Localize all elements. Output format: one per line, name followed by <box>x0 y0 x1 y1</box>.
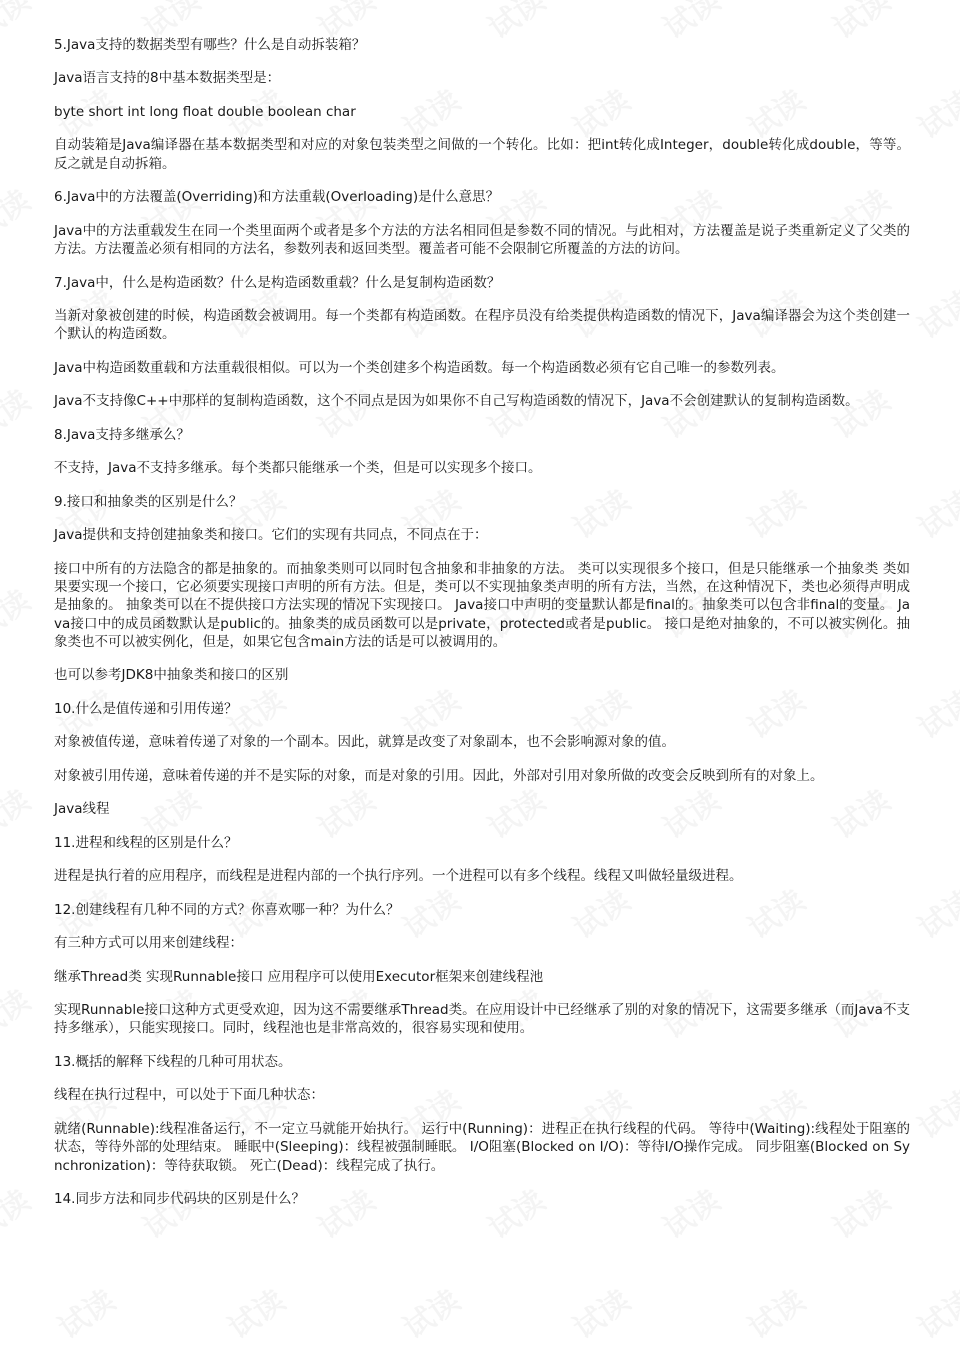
answer-paragraph: 有三种方式可以用来创建线程： <box>54 935 243 952</box>
question-heading: 5.Java支持的数据类型有哪些？什么是自动拆装箱？ <box>54 37 366 53</box>
watermark-text <box>0 577 37 647</box>
question-heading: 12.创建线程有几种不同的方式？你喜欢哪一种？为什么？ <box>54 901 400 918</box>
question-heading: 13.概括的解释下线程的几种可用状态。 <box>54 1053 292 1070</box>
answer-paragraph: Java提供和支持创建抽象类和接口。它们的实现有共同点，不同点在于： <box>54 527 488 544</box>
answer-paragraph: 接口中所有的方法隐含的都是抽象的。而抽象类则可以同时包含抽象和非抽象的方法。 类可以实现很多个接口，但是只能继承一个抽象类 类如果要实现一个接口，它必须要实现接口声明的所有方法。但是，类可以不实现抽象类声明的所有方法，当然，在这种情况下，类也必须得声明成是抽象的。 抽象类可以在不提供接口方法实现的情况下实现接口。 Java接口中声明的变量默认都是final的。抽象类可以包含非final的变量。 Java接口中的成员函数默认是public的。抽象类的成员函数可以是private，protected或者是public。 接口是绝对抽象的，不可以被实例化。抽象类也不可以被实例化，但是，如果它包含main方法的话是可以被调用的。 <box>54 560 910 650</box>
watermark-text <box>908 1277 960 1347</box>
answer-paragraph: Java中的方法重载发生在同一个类里面两个或者是多个方法的方法名相同但是参数不同的情况。与此相对，方法覆盖是说子类重新定义了父类的方法。方法覆盖必须有相同的方法名，参数列表和返回类型。覆盖者可能不会限制它所覆盖的方法的访问。 <box>54 222 910 258</box>
watermark-text <box>908 877 960 947</box>
watermark-text <box>908 677 960 747</box>
answer-paragraph: 不支持，Java不支持多继承。每个类都只能继承一个类，但是可以实现多个接口。 <box>54 460 542 477</box>
section-heading: Java线程 <box>54 801 110 818</box>
watermark-text <box>908 477 960 547</box>
question-heading: 14.同步方法和同步代码块的区别是什么？ <box>54 1191 305 1208</box>
answer-paragraph: byte short int long float double boolean char <box>54 103 356 120</box>
watermark-text <box>393 1277 467 1347</box>
answer-paragraph: 对象被引用传递，意味着传递的并不是实际的对象，而是对象的引用。因此，外部对引用对象所做的改变会反映到所有的对象上。 <box>54 767 824 784</box>
question-heading: 7.Java中，什么是构造函数？什么是构造函数重载？什么是复制构造函数？ <box>54 274 501 291</box>
watermark-text <box>218 1277 292 1347</box>
answer-paragraph: Java中构造函数重载和方法重载很相似。可以为一个类创建多个构造函数。每一个构造函数必须有它自己唯一的参数列表。 <box>54 359 785 376</box>
question-heading: 8.Java支持多继承么？ <box>54 426 190 443</box>
watermark-text <box>0 977 37 1047</box>
answer-paragraph: Java不支持像C++中那样的复制构造函数，这个不同点是因为如果你不自己写构造函数的情况下，Java不会创建默认的复制构造函数。 <box>54 393 859 410</box>
watermark-text <box>0 177 37 247</box>
answer-paragraph: 实现Runnable接口这种方式更受欢迎，因为这不需要继承Thread类。在应用设计中已经继承了别的对象的情况下，这需要多继承（而Java不支持多继承），只能实现接口。同时，线程池也是非常高效的，很容易实现和使用。 <box>54 1002 910 1037</box>
answer-paragraph: 线程在执行过程中，可以处于下面几种状态： <box>54 1087 324 1104</box>
answer-paragraph: 进程是执行着的应用程序，而线程是进程内部的一个执行序列。一个进程可以有多个线程。线程又叫做轻量级进程。 <box>54 868 743 885</box>
answer-paragraph: 继承Thread类 实现Runnable接口 应用程序可以使用Executor框架来创建线程池 <box>54 968 544 985</box>
question-heading: 10.什么是值传递和引用传递？ <box>54 700 238 717</box>
watermark-text <box>738 1277 812 1347</box>
question-heading: 6.Java中的方法覆盖(Overriding)和方法重载(Overloading)是什么意思？ <box>54 189 500 206</box>
watermark-text <box>908 1077 960 1147</box>
watermark-text <box>0 377 37 447</box>
answer-paragraph: 对象被值传递，意味着传递了对象的一个副本。因此，就算是改变了对象副本，也不会影响源对象的值。 <box>54 734 675 751</box>
question-heading: 9.接口和抽象类的区别是什么？ <box>54 493 243 510</box>
watermark-text <box>908 77 960 147</box>
watermark-text <box>0 0 37 47</box>
answer-paragraph: 就绪(Runnable):线程准备运行，不一定立马就能开始执行。 运行中(Running)：进程正在执行线程的代码。 等待中(Waiting):线程处于阻塞的状态，等待外部的处理结束。 睡眠中(Sleeping)：线程被强制睡眠。 I/O阻塞(Blocked on I/O)：等待I/O操作完成。 同步阻塞(Blocked on Synchronization)：等待获取锁。 死亡(Dead)：线程完成了执行。 <box>54 1120 910 1174</box>
answer-paragraph: 自动装箱是Java编译器在基本数据类型和对应的对象包装类型之间做的一个转化。比如：把int转化成Integer，double转化成double，等等。反之就是自动拆箱。 <box>54 137 910 172</box>
watermark-text <box>48 1277 122 1347</box>
watermark-text <box>563 1277 637 1347</box>
document-body <box>54 36 910 1208</box>
answer-paragraph: 当新对象被创建的时候，构造函数会被调用。每一个类都有构造函数。在程序员没有给类提供构造函数的情况下，Java编译器会为这个类创建一个默认的构造函数。 <box>54 307 910 343</box>
answer-paragraph: Java语言支持的8中基本数据类型是： <box>54 70 281 87</box>
watermark-text <box>0 1177 37 1247</box>
question-heading: 11.进程和线程的区别是什么？ <box>54 834 238 851</box>
watermark-text <box>908 277 960 347</box>
watermark-text <box>0 777 37 847</box>
answer-paragraph: 也可以参考JDK8中抽象类和接口的区别 <box>54 667 289 684</box>
